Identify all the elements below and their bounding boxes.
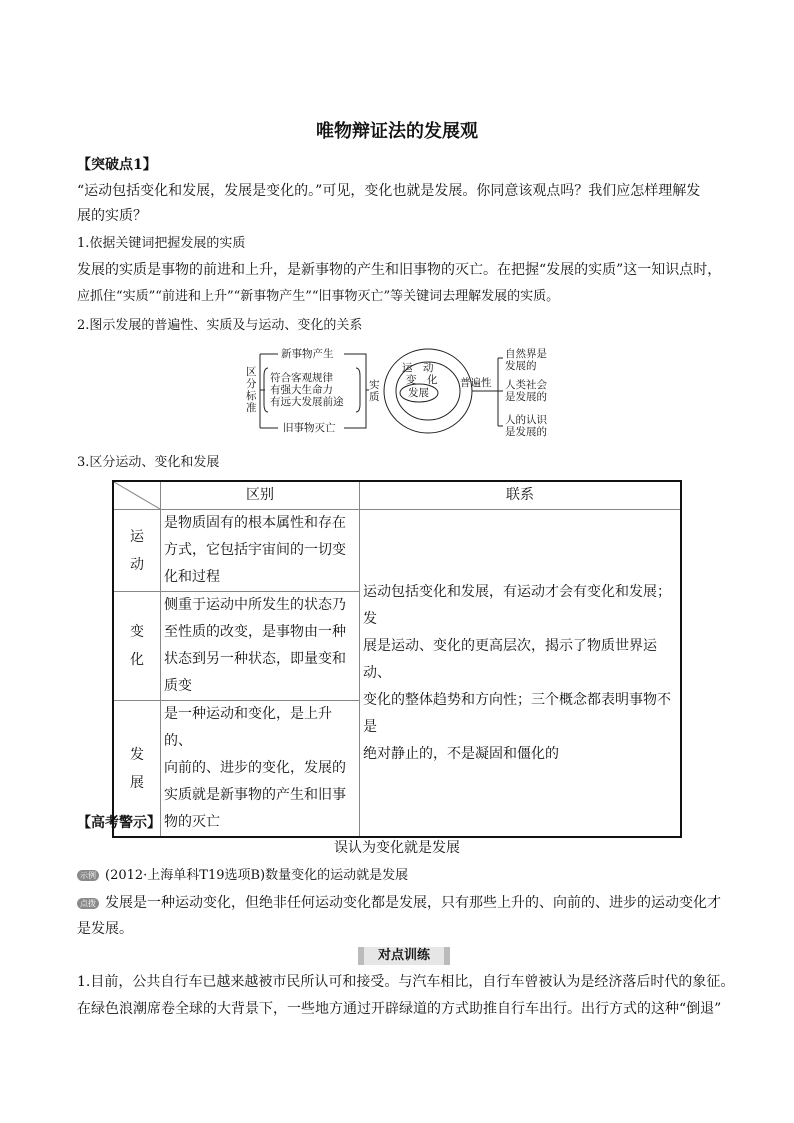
table-row	[113, 510, 681, 592]
column-header-difference: 区别	[161, 481, 360, 510]
warning-subtitle: 误认为变化就是发展	[334, 840, 460, 856]
question-line-1: “运动包括变化和发展，发展是变化的。”可见，变化也就是发展。你同意该观点吗？我们应怎样理解发	[77, 183, 701, 199]
example-text: (2012·上海单科T19选项B)数量变化的运动就是发展	[105, 868, 409, 883]
point-line-2: 是发展。	[77, 921, 133, 937]
diagram-universality: 普遍性	[460, 377, 492, 389]
diagram-left-label: 区 分 标 准	[246, 366, 257, 414]
diagram-new-things: 新事物产生	[281, 348, 334, 360]
cell-change-difference: 侧重于运动中所发生的状态乃 至性质的改变，是事物由一种 状态到另一种状态，即量变和 质变	[161, 592, 360, 701]
training-label: 对点训练	[377, 948, 430, 963]
cell-development-difference: 是一种运动和变化，是上升的、 向前的、进步的变化，发展的 实质就是新事物的产生和旧事 物的灭亡	[161, 701, 360, 838]
row-head-development: 发 展	[113, 701, 161, 838]
diagram-right-item-2: 人类社会 是发展的	[505, 379, 547, 403]
cell-connection: 运动包括变化和发展，有运动才会有变化和发展；发 展是运动、变化的更高层次，揭示了物质世界运动、 变化的整体趋势和方向性；三个概念都表明事物不是 绝对静止的，不是凝固和僵化的	[360, 510, 682, 838]
breakthrough-label: 【突破点1】	[77, 157, 157, 173]
heading-1: 1.依据关键词把握发展的实质	[77, 236, 246, 251]
diagram-right-item-1: 自然界是 发展的	[505, 348, 547, 372]
point-badge: 点拨	[77, 898, 99, 909]
diagram-mid-item-3: 有远大发展前途	[270, 396, 344, 408]
row-head-motion: 运 动	[113, 510, 161, 592]
table-header-row	[113, 481, 681, 510]
diagram-right-item-3: 人的认识 是发展的	[505, 414, 547, 438]
diagonal-line	[114, 482, 160, 509]
example-line	[77, 866, 408, 886]
point-text-1: 发展是一种运动变化，但绝非任何运动变化都是发展，只有那些上升的、向前的、进步的运动变化才	[105, 895, 721, 911]
diagram-ring-motion: 运 动	[402, 362, 434, 374]
cell-motion-difference: 是物质固有的根本属性和存在 方式，它包括宇宙间的一切变 化和过程	[161, 510, 360, 592]
row-head-change: 变 化	[113, 592, 161, 701]
point-line-1	[77, 893, 721, 913]
question-1-line-2: 在绿色浪潮席卷全球的大背景下，一些地方通过开辟绿道的方式助推自行车出行。出行方式的这种“倒退”	[77, 1001, 722, 1017]
warning-label: 【高考警示】	[77, 815, 161, 831]
column-header-connection: 联系	[360, 481, 682, 510]
training-section-bar	[358, 947, 450, 965]
diagram-mid-item-2: 有强大生命力	[270, 384, 333, 396]
diagram-essence-label: 实 质	[369, 379, 380, 403]
diagram-ring-development: 发展	[408, 387, 429, 399]
example-badge: 示例	[77, 870, 99, 881]
paragraph-1-line-2: 应抓住“实质”“前进和上升”“新事物产生”“旧事物灭亡”等关键词去理解发展的实质。	[77, 289, 560, 304]
question-line-2: 展的实质？	[77, 208, 147, 224]
diagram-old-things: 旧事物灭亡	[283, 422, 336, 434]
diagram-mid-item-1: 符合客观规律	[270, 372, 333, 384]
heading-2: 2.图示发展的普遍性、实质及与运动、变化的关系	[77, 318, 363, 333]
heading-3: 3.区分运动、变化和发展	[77, 455, 220, 470]
table-corner-cell	[113, 481, 161, 510]
paragraph-1-line-1: 发展的实质是事物的前进和上升，是新事物的产生和旧事物的灭亡。在把握“发展的实质”这一知识点时，	[77, 262, 722, 278]
question-1-line-1: 1.目前，公共自行车已越来越被市民所认可和接受。与汽车相比，自行车曾被认为是经济落后时代的象征。	[77, 974, 735, 990]
page-title: 唯物辩证法的发展观	[316, 121, 478, 142]
diagram-ring-change: 变 化	[406, 374, 438, 386]
development-diagram	[238, 346, 558, 446]
comparison-table	[112, 480, 682, 838]
